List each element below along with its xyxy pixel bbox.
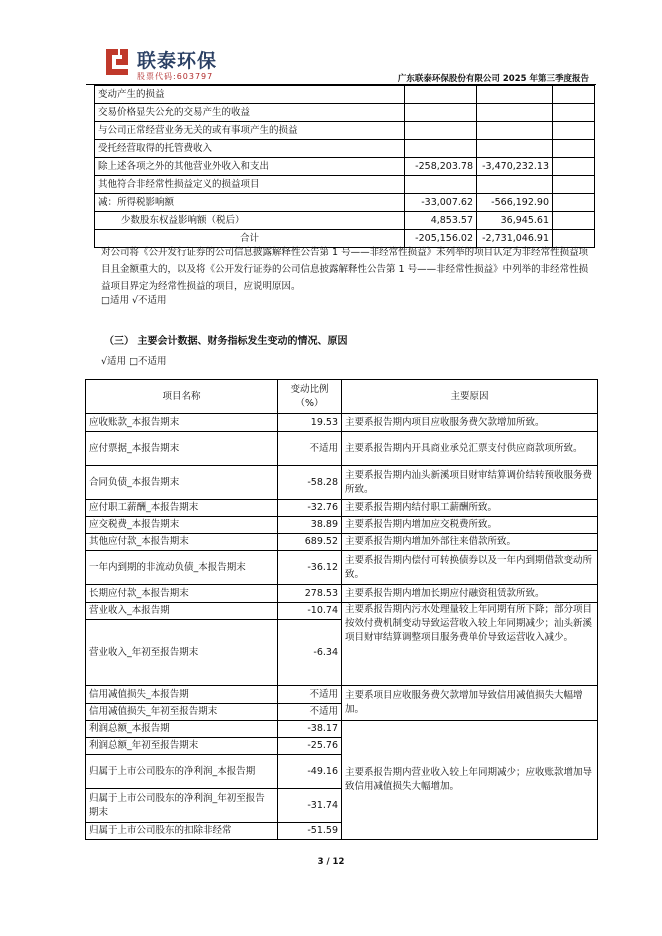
current-period-value xyxy=(405,104,477,122)
item-name: 营业收入_年初至报告期末 xyxy=(86,620,278,686)
ytd-value xyxy=(477,176,553,194)
item-name: 其他应付款_本报告期末 xyxy=(86,534,278,551)
item-name: 应交税费_本报告期末 xyxy=(86,517,278,534)
current-period-value: -258,203.78 xyxy=(405,158,477,176)
item-label: 少数股东权益影响额（税后） xyxy=(95,212,405,230)
change-reason: 主要系报告期内增加长期应付融资租赁款所致。 xyxy=(342,585,598,603)
change-reason: 主要系报告期内营业收入较上年同期减少；应收账款增加导致信用减值损失大幅增加。 xyxy=(342,721,598,840)
header-item: 项目名称 xyxy=(86,380,278,414)
current-period-value xyxy=(405,86,477,104)
table-row xyxy=(86,414,598,432)
change-reason: 主要系报告期内偿付可转换债券以及一年内到期借款变动所致。 xyxy=(342,551,598,585)
change-percent: -25.76 xyxy=(278,738,342,755)
item-label: 与公司正常经营业务无关的或有事项产生的损益 xyxy=(95,122,405,140)
table-row xyxy=(86,585,598,603)
non-recurring-items-table xyxy=(94,85,595,248)
change-percent: -58.28 xyxy=(278,466,342,500)
item-name: 归属于上市公司股东的净利润_本报告期 xyxy=(86,755,278,789)
current-period-value xyxy=(405,140,477,158)
note-cell xyxy=(553,104,595,122)
key-data-changes-table xyxy=(85,379,598,840)
change-reason: 主要系报告期内增加外部往来借款所致。 xyxy=(342,534,598,551)
table-row xyxy=(95,194,595,212)
item-name: 应付票据_本报告期末 xyxy=(86,432,278,466)
current-period-value xyxy=(405,176,477,194)
change-percent: -49.16 xyxy=(278,755,342,789)
change-percent: 不适用 xyxy=(278,432,342,466)
item-name: 归属于上市公司股东的扣除非经常 xyxy=(86,823,278,840)
ytd-value: -3,470,232.13 xyxy=(477,158,553,176)
table-row xyxy=(95,104,595,122)
ytd-value: -2,731,046.91 xyxy=(477,230,553,248)
change-percent: -6.34 xyxy=(278,620,342,686)
change-reason: 主要系报告期内增加应交税费所致。 xyxy=(342,517,598,534)
change-reason: 主要系报告期内汕头新溪项目财审结算调价结转预收服务费所致。 xyxy=(342,466,598,500)
disclosure-note: 对公司将《公开发行证券的公司信息披露解释性公告第 1 号——非经常性损益》未列举的项目认定为非经常性损益项目且金额重大的，以及将《公开发行证券的公司信息披露解释性公告第 1 号——非经常性损益》中列举的非经常性损益项目界定为经常性损益的项目，应说明原因。 xyxy=(101,247,589,292)
change-reason: 主要系报告期内开具商业承兑汇票支付供应商款项所致。 xyxy=(342,432,598,466)
change-percent: -36.12 xyxy=(278,551,342,585)
change-percent: -10.74 xyxy=(278,603,342,620)
table-header xyxy=(86,380,598,414)
table-row xyxy=(95,158,595,176)
table-row xyxy=(86,551,598,585)
applicability-checkbox: √适用 □不适用 xyxy=(101,356,167,367)
current-period-value: -33,007.62 xyxy=(405,194,477,212)
ytd-value xyxy=(477,122,553,140)
item-label: 交易价格显失公允的交易产生的收益 xyxy=(95,104,405,122)
note-cell xyxy=(553,176,595,194)
change-percent: -38.17 xyxy=(278,721,342,738)
change-percent: 19.53 xyxy=(278,414,342,432)
note-cell xyxy=(553,194,595,212)
table-row xyxy=(86,686,598,704)
item-label: 其他符合非经常性损益定义的损益项目 xyxy=(95,176,405,194)
change-reason: 主要系报告期内结付职工薪酬所致。 xyxy=(342,500,598,517)
change-percent: 689.52 xyxy=(278,534,342,551)
note-cell xyxy=(553,122,595,140)
item-label: 减：所得税影响额 xyxy=(95,194,405,212)
change-percent: -31.74 xyxy=(278,789,342,823)
table-row xyxy=(86,534,598,551)
item-name: 归属于上市公司股东的净利润_年初至报告期末 xyxy=(86,789,278,823)
change-reason: 主要系报告期内污水处理量较上年同期有所下降；部分项目按效付费机制变动导致运营收入较上年同期减少；汕头新溪项目财审结算调整项目服务费单价导致运营收入减少。 xyxy=(342,603,598,686)
table-row xyxy=(95,212,595,230)
note-cell xyxy=(553,158,595,176)
page-number: 3 / 12 xyxy=(317,857,345,867)
item-name: 利润总额_年初至报告期末 xyxy=(86,738,278,755)
report-title: 广东联泰环保股份有限公司 2025 年第三季度报告 xyxy=(397,74,589,84)
table-row xyxy=(95,176,595,194)
item-name: 合同负债_本报告期末 xyxy=(86,466,278,500)
item-name: 长期应付款_本报告期末 xyxy=(86,585,278,603)
table-row xyxy=(86,500,598,517)
note-cell xyxy=(553,140,595,158)
item-label: 受托经营取得的托管费收入 xyxy=(95,140,405,158)
table-row xyxy=(86,517,598,534)
note-cell xyxy=(553,86,595,104)
item-name: 利润总额_本报告期 xyxy=(86,721,278,738)
total-label: 合计 xyxy=(95,230,405,248)
table-row xyxy=(86,466,598,500)
header-change: 变动比例（%） xyxy=(278,380,342,414)
applicability-checkbox: □适用 √不适用 xyxy=(101,295,167,306)
item-name: 信用减值损失_年初至报告期末 xyxy=(86,704,278,721)
current-period-value xyxy=(405,122,477,140)
item-label: 除上述各项之外的其他营业外收入和支出 xyxy=(95,158,405,176)
stock-code: 股票代码:603797 xyxy=(137,72,214,81)
ytd-value: -566,192.90 xyxy=(477,194,553,212)
item-name: 应付职工薪酬_本报告期末 xyxy=(86,500,278,517)
change-percent: 不适用 xyxy=(278,686,342,704)
brand-name: 联泰环保 xyxy=(137,50,218,72)
item-name: 信用减值损失_本报告期 xyxy=(86,686,278,704)
table-row xyxy=(95,86,595,104)
note-cell xyxy=(553,212,595,230)
table-row xyxy=(86,721,598,738)
table-row xyxy=(95,140,595,158)
ytd-value xyxy=(477,104,553,122)
table-row xyxy=(86,603,598,620)
change-reason: 主要系报告期内项目应收服务费欠款增加所致。 xyxy=(342,414,598,432)
current-period-value: 4,853.57 xyxy=(405,212,477,230)
section-heading: （三） 主要会计数据、财务指标发生变动的情况、原因 xyxy=(104,336,348,347)
change-percent: 278.53 xyxy=(278,585,342,603)
item-name: 应收账款_本报告期末 xyxy=(86,414,278,432)
table-row xyxy=(86,432,598,466)
item-label: 变动产生的损益 xyxy=(95,86,405,104)
item-name: 营业收入_本报告期 xyxy=(86,603,278,620)
ytd-value: 36,945.61 xyxy=(477,212,553,230)
company-logo-icon xyxy=(104,47,130,77)
change-percent: 38.89 xyxy=(278,517,342,534)
header-reason: 主要原因 xyxy=(342,380,598,414)
change-percent: -51.59 xyxy=(278,823,342,840)
change-percent: -32.76 xyxy=(278,500,342,517)
change-reason: 主要系项目应收服务费欠款增加导致信用减值损失大幅增加。 xyxy=(342,686,598,721)
ytd-value xyxy=(477,86,553,104)
current-period-value: -205,156.02 xyxy=(405,230,477,248)
table-row xyxy=(95,122,595,140)
item-name: 一年内到期的非流动负债_本报告期末 xyxy=(86,551,278,585)
ytd-value xyxy=(477,140,553,158)
change-percent: 不适用 xyxy=(278,704,342,721)
